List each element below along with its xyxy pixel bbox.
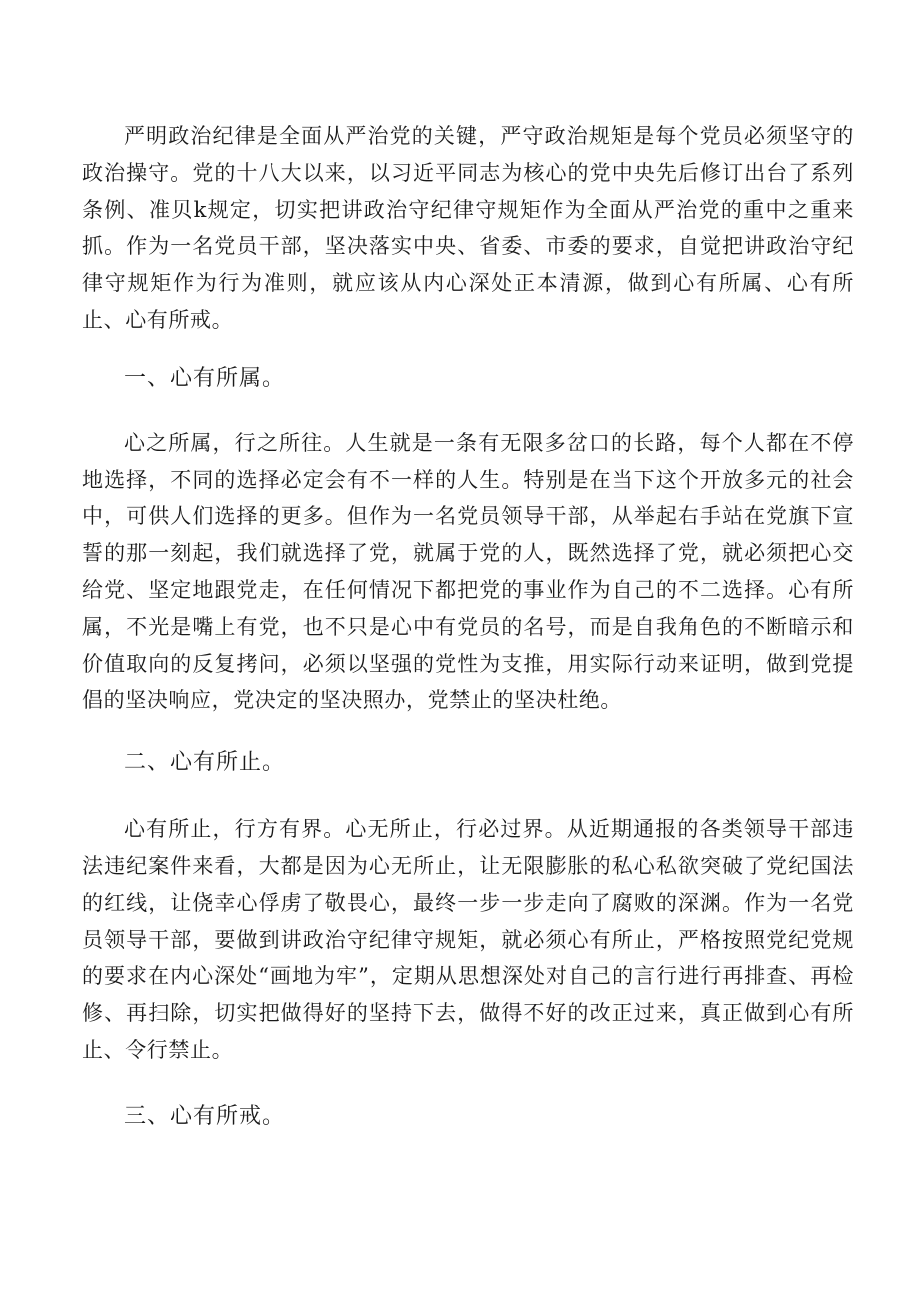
section-heading-1: 一、心有所属。 xyxy=(124,365,286,391)
section-heading-2: 二、心有所止。 xyxy=(124,750,286,776)
document-page xyxy=(82,118,854,1135)
section-body-1: 心之所属，行之所往。人生就是一条有无限多岔口的长路，每个人都在不停地选择，不同的选择必定会有不一样的人生。特别是在当下这个开放多元的社会中，可供人们选择的更多。但作为一名党员领导干部，从举起右手站在党旗下宣誓的那一刻起，我们就选择了党，就属于党的人，既然选择了党，就必须把心交给党、坚定地跟党走，在任何情况下都把党的事业作为自己的不二选择。心有所属，不光是嘴上有党，也不只是心中有党员的名号，而是自我角色的不断暗示和价值取向的反复拷问，必须以坚强的党性为支推，用实际行动来证明，做到党提倡的坚决响应，党决定的坚决照办，党禁止的坚决杜绝。 xyxy=(82,430,854,713)
intro-paragraph: 严明政治纪律是全面从严治党的关键，严守政治规矩是每个党员必须坚守的政治操守。党的十八大以来，以习近平同志为核心的党中央先后修订出台了系列条例、准贝k规定，切实把讲政治守纪律守规矩作为全面从严治党的重中之重来抓。作为一名党员干部，坚决落实中央、省委、市委的要求，自觉把讲政治守纪律守规矩作为行为准则，就应该从内心深处正本清源，做到心有所属、心有所止、心有所戒。 xyxy=(82,124,854,332)
section-body-2: 心有所止，行方有界。心无所止，行必过界。从近期通报的各类领导干部违法违纪案件来看，大都是因为心无所止，让无限膨胀的私心私欲突破了党纪国法的红线，让侥幸心俘虏了敬畏心，最终一步一步走向了腐败的深渊。作为一名党员领导干部，要做到讲政治守纪律守规矩，就必须心有所止，严格按照党纪党规的要求在内心深处“画地为牢”，定期从思想深处对自己的言行进行再排查、再检修、再扫除，切实把做得好的坚持下去，做得不好的改正过来，真正做到心有所止、令行禁止。 xyxy=(82,817,854,1062)
section-heading-3: 三、心有所戒。 xyxy=(124,1103,286,1129)
